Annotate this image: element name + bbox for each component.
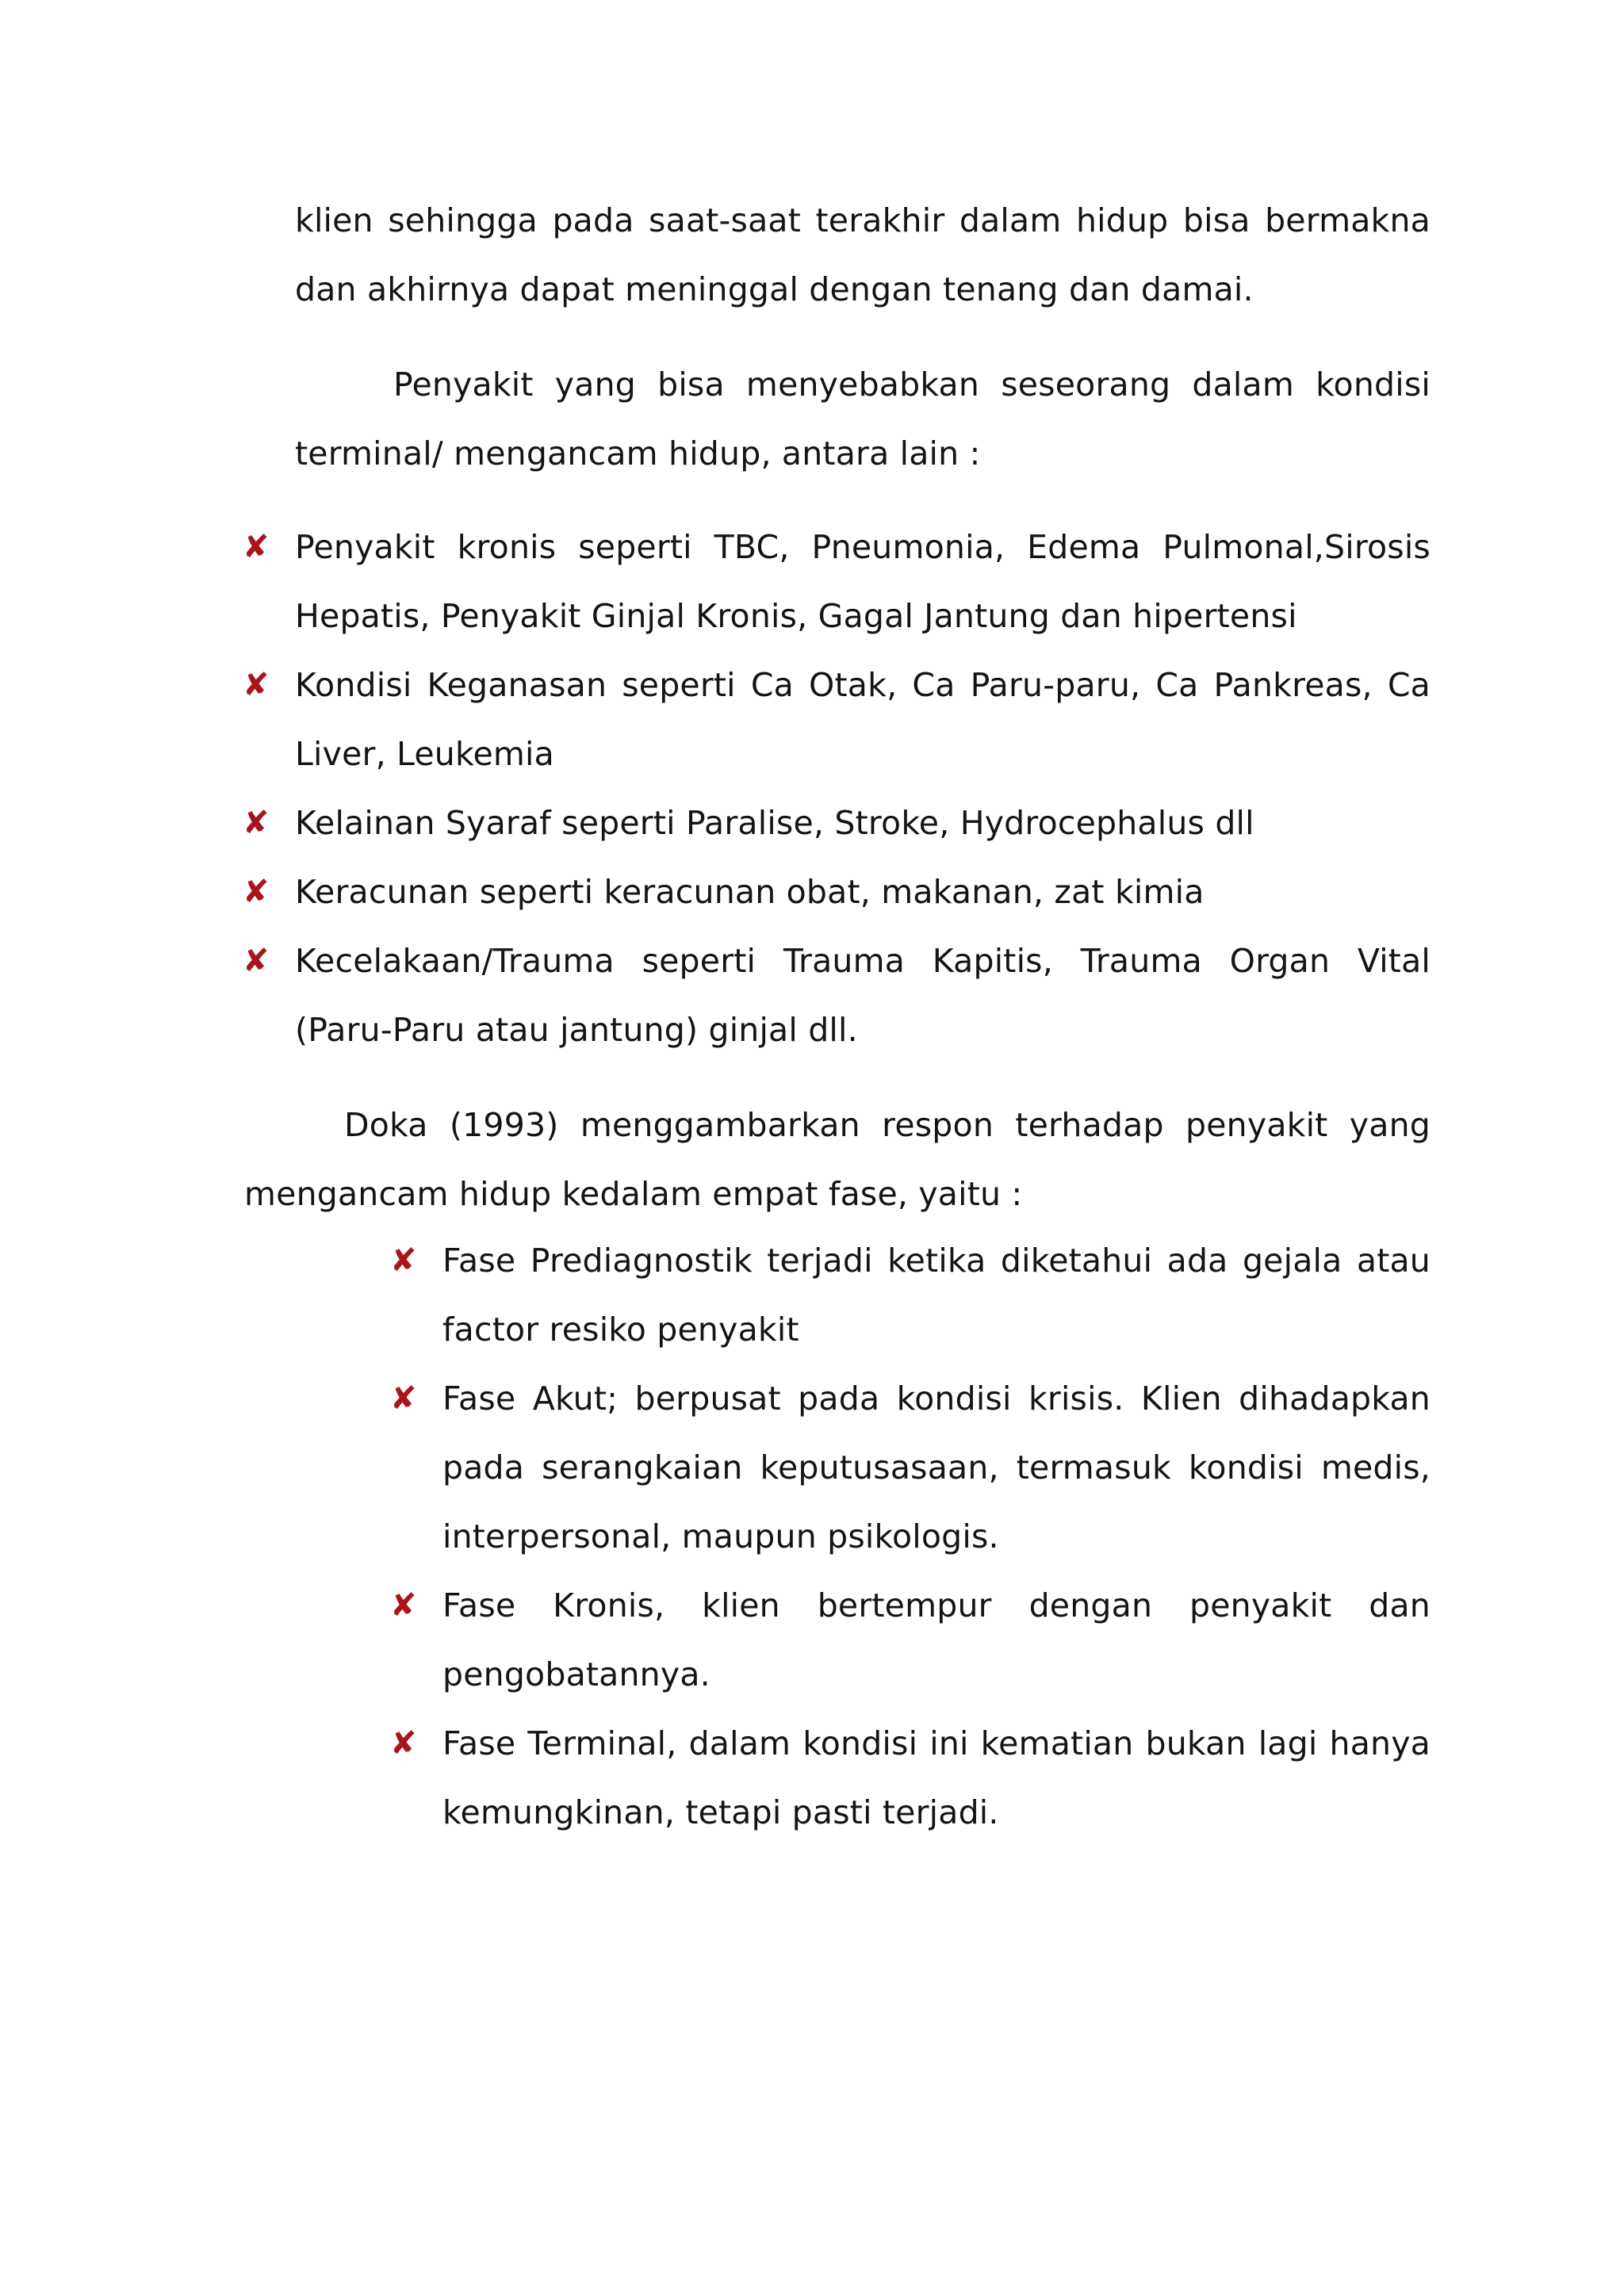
cross-bullet-icon: ✘ [243, 805, 270, 841]
cross-bullet-icon: ✘ [390, 1380, 417, 1417]
cross-bullet-icon: ✘ [243, 943, 270, 979]
cross-bullet-icon: ✘ [390, 1587, 417, 1624]
list-item [390, 1364, 1431, 1571]
disease-list [243, 513, 1431, 1065]
list-item [390, 1571, 1431, 1709]
paragraph-doka-phases-intro: Doka (1993) menggambarkan respon terhadap penyakit yang mengancam hidup kedalam empat fase, yaitu : [244, 1106, 1431, 1213]
list-item [243, 927, 1431, 1065]
list-item-text: Fase Terminal, dalam kondisi ini kematian bukan lagi hanya kemungkinan, tetapi pasti terjadi. [442, 1724, 1431, 1831]
list-item-text: Keracunan seperti keracunan obat, makanan, zat kimia [295, 873, 1205, 911]
list-item [243, 513, 1431, 651]
list-item-text: Fase Kronis, klien bertempur dengan penyakit dan pengobatannya. [442, 1586, 1431, 1693]
paragraph-intro-continuation: klien sehingga pada saat-saat terakhir dalam hidup bisa bermakna dan akhirnya dapat meninggal dengan tenang dan damai. [295, 201, 1431, 308]
list-item-text: Penyakit kronis seperti TBC, Pneumonia, Edema Pulmonal,Sirosis Hepatis, Penyakit Ginjal Kronis, Gagal Jantung dan hipertensi [295, 528, 1431, 635]
list-item [390, 1226, 1431, 1364]
list-item-text: Kondisi Keganasan seperti Ca Otak, Ca Paru-paru, Ca Pankreas, Ca Liver, Leukemia [295, 666, 1431, 773]
cross-bullet-icon: ✘ [243, 667, 270, 703]
list-item [243, 651, 1431, 789]
cross-bullet-icon: ✘ [390, 1242, 417, 1279]
list-item-text: Fase Prediagnostik terjadi ketika diketahui ada gejala atau factor resiko penyakit [442, 1242, 1431, 1349]
list-item-text: Fase Akut; berpusat pada kondisi krisis. Klien dihadapkan pada serangkaian keputusasaan, termasuk kondisi medis, interpersonal, maupun psikologis. [442, 1380, 1431, 1556]
cross-bullet-icon: ✘ [243, 529, 270, 565]
list-item [243, 858, 1431, 927]
list-item-text: Kecelakaan/Trauma seperti Trauma Kapitis, Trauma Organ Vital (Paru-Paru atau jantung) ginjal dll. [295, 942, 1431, 1049]
list-item [390, 1709, 1431, 1847]
cross-bullet-icon: ✘ [243, 874, 270, 910]
list-item [243, 789, 1431, 858]
phase-list [390, 1226, 1431, 1847]
paragraph-diseases-intro: Penyakit yang bisa menyebabkan seseorang dalam kondisi terminal/ mengancam hidup, antara lain : [295, 365, 1431, 473]
cross-bullet-icon: ✘ [390, 1725, 417, 1762]
list-item-text: Kelainan Syaraf seperti Paralise, Stroke, Hydrocephalus dll [295, 804, 1254, 842]
